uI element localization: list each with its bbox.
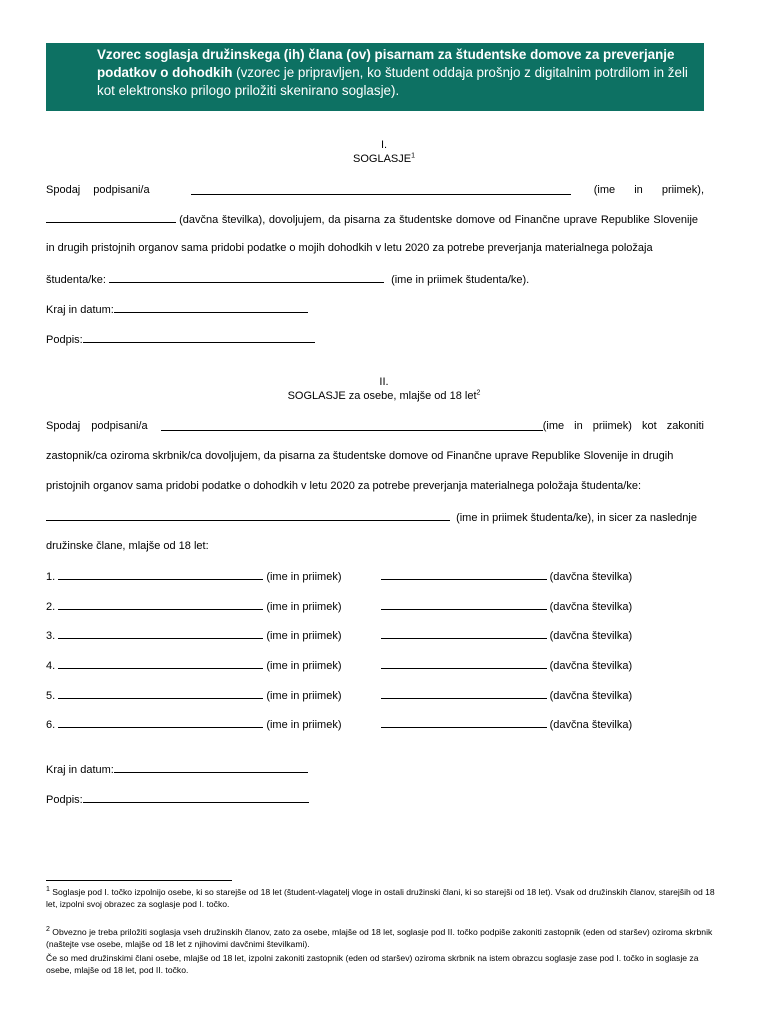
member-row: 4. (ime in priimek) (davčna številka) — [46, 660, 633, 672]
member-tax-field[interactable] — [381, 569, 547, 580]
member-row: 3. (ime in priimek) (davčna številka) — [46, 630, 633, 642]
section2-title: SOGLASJE za osebe, mlajše od 18 let$^2$ — [287, 389, 481, 402]
place-date-field[interactable] — [114, 302, 308, 313]
student-name-field-2[interactable] — [46, 510, 450, 521]
section2-line5: družinske člane, mlajše od 18 let: — [46, 540, 209, 552]
member-row: 1. (ime in priimek) (davčna številka) — [46, 571, 633, 583]
section1-numeral: I. — [380, 139, 388, 151]
banner-bold-text: Vzorec soglasja družinskega (ih) člana (ov) pisarnam za študentske domove za preverjanje podatkov o dohodkih — [97, 47, 675, 80]
section1-title: SOGLASJE$^1$ — [353, 152, 415, 165]
header-banner — [46, 43, 704, 111]
section1-line1: Spodaj podpisani/a (ime in priimek), — [46, 184, 704, 196]
section2-line2: zastopnik/ca oziroma skrbnik/ca dovoljujem, da pisarna za študentske domove od Finančne uprave Republike Slovenije in drugih — [46, 450, 674, 462]
tax-number-field[interactable] — [46, 212, 176, 223]
member-tax-field[interactable] — [381, 628, 547, 639]
section2-line3: pristojnih organov sama pridobi podatke o dohodkih v letu 2020 za potrebe preverjanja materialnega položaja študenta/ke: — [46, 480, 641, 492]
member-row: 5. (ime in priimek) (davčna številka) — [46, 690, 633, 702]
section2-place-date: Kraj in datum: — [46, 762, 308, 777]
name-field[interactable] — [191, 184, 571, 195]
member-tax-field[interactable] — [381, 717, 547, 728]
member-tax-field[interactable] — [381, 688, 547, 699]
section1-line2: (davčna številka), dovoljujem, da pisarna za študentske domove od Finančne uprave Republike Slovenije — [46, 212, 704, 227]
member-row: 6. (ime in priimek) (davčna številka) — [46, 719, 633, 731]
signature-field[interactable] — [83, 332, 315, 343]
section1-line3: in drugih pristojnih organov sama pridobi podatke o mojih dohodkih v letu 2020 za potrebe preverjanja materialnega položaja — [46, 242, 653, 254]
student-name-field[interactable] — [109, 272, 384, 283]
guardian-name-field[interactable] — [161, 420, 543, 431]
member-row: 2. (ime in priimek) (davčna številka) — [46, 601, 633, 613]
section1-line4: študenta/ke: (ime in priimek študenta/ke). — [46, 274, 530, 286]
footnote-divider — [46, 880, 232, 881]
member-tax-field[interactable] — [381, 599, 547, 610]
member-name-field[interactable] — [58, 658, 263, 669]
member-name-field[interactable] — [58, 599, 263, 610]
signature-field-2[interactable] — [83, 792, 309, 803]
footnote-2-continued: Če so med družinskimi člani osebe, mlajše od 18 let, izpolni zakoniti zastopnik (eden od staršev) oziroma skrbnik na istem obrazcu soglasje zase pod I. točko in soglasje za osebe, mlajše od 18 let, pod II. točko. — [46, 953, 699, 975]
footnote-1: $^1$ Soglasje pod I. točko izpolnijo osebe, ki so starejše od 18 let (študent-vlagatelj vloge in ostali družinski člani, ki so starejši od 18 let). Vsak od družinskih članov, starejših od 18 let, izpolni svoj obrazec za soglasje pod I. točko. — [46, 886, 715, 909]
member-name-field[interactable] — [58, 688, 263, 699]
member-tax-field[interactable] — [381, 658, 547, 669]
section1-signature: Podpis: — [46, 332, 315, 347]
section2-line1: Spodaj podpisani/a (ime in priimek) kot zakoniti — [46, 420, 704, 432]
section2-signature: Podpis: — [46, 792, 309, 807]
section2-line4: (ime in priimek študenta/ke), in sicer za naslednje — [46, 510, 697, 525]
banner-normal-text: (vzorec je pripravljen, ko študent oddaja prošnjo z digitalnim potrdilom in želi kot elektronsko prilogo priložiti skenirano soglasje). — [97, 65, 688, 98]
section1-place-date: Kraj in datum: — [46, 302, 308, 317]
member-name-field[interactable] — [58, 717, 263, 728]
member-name-field[interactable] — [58, 569, 263, 580]
section2-numeral: II. — [379, 376, 389, 388]
member-name-field[interactable] — [58, 628, 263, 639]
place-date-field-2[interactable] — [114, 762, 308, 773]
footnote-2: $^2$ Obvezno je treba priložiti soglasja vseh družinskih članov, zato za osebe, mlajše od 18 let, soglasje pod II. točko podpiše zakoniti zastopnik (eden od staršev) oziroma skrbnik (naštejte vse osebe, mlajše od 18 let z njihovimi davčnimi številkami). — [46, 926, 713, 949]
